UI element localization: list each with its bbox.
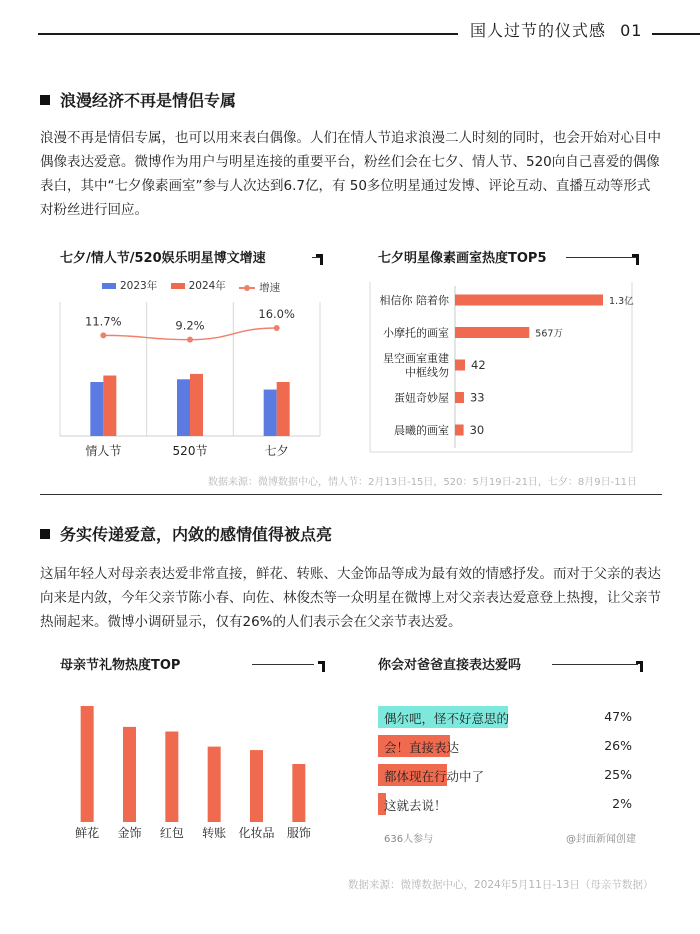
section-1-title-text: 浪漫经济不再是情侣专属 [60,91,237,110]
value-label: 1.3亿 [609,296,634,307]
bar-2024 [190,374,203,436]
page-number: 01 [620,21,643,40]
bar [455,425,464,436]
poll-participants: 636人参与 [384,834,434,845]
square-bullet-icon [40,529,50,539]
chart-blog-growth [40,240,340,470]
value-label: 567万 [535,328,563,340]
bar-2023 [90,382,103,436]
title-rule [552,664,638,665]
header-title [470,18,642,41]
chart-canvas [40,240,340,470]
x-tick-label: 520节 [172,444,208,458]
header-rule-right [652,33,700,35]
poll-watermark: @封面新闻创建 [566,834,636,845]
poll-option-label: 这就去说！ [384,798,447,813]
x-tick-label: 红包 [159,826,184,840]
source-note-2: 数据来源：微博数据中心，2024年5月11日-13日（母亲节数据） [348,879,654,891]
category-label: 小摩托的画室 [383,326,449,340]
bar [123,727,136,822]
x-tick-label: 七夕 [264,444,289,458]
bar-2024 [277,382,290,436]
section-2-paragraph: 这届年轻人对母亲表达爱非常直接，鲜花、转账、大金饰品等成为最有效的情感抒发。而对于父亲的表达向来是内敛，今年父亲节陈小春、向佐、林俊杰等一众明星在微博上对父亲表达爱意登上热搜，让父亲节热闹起来。微博小调研显示，仅有26%的人们表示会在父亲节表达爱。 [40,566,661,630]
bar [455,327,529,338]
section-2-title-text: 务实传递爱意，内敛的感情值得被点亮 [60,525,333,544]
chart-canvas [40,650,340,850]
growth-label: 11.7% [85,314,122,329]
value-label: 33 [469,390,485,405]
x-tick-label: 转账 [202,826,227,840]
chart-title: 母亲节礼物热度TOP [60,658,181,673]
poll-option-label: 都体现在行动中了 [384,769,485,784]
x-tick-label: 鲜花 [75,826,100,840]
legend-label: 2023年 [120,280,158,292]
x-tick-label: 情人节 [85,444,122,458]
category-label: 蛋妞奇妙屋 [394,391,449,405]
growth-point [187,337,193,343]
value-label: 30 [469,423,485,437]
bar-2023 [177,379,190,436]
corner-mark-icon [636,661,643,672]
value-label: 42 [471,358,486,372]
growth-label: 9.2% [175,318,205,333]
bar [165,732,178,822]
poll-option [378,735,642,757]
poll-option [378,764,642,786]
bar-2024 [103,376,116,436]
poll-option [378,793,642,815]
poll-option-label: 偶尔吧，怪不好意思的 [384,711,510,726]
chart-title: 七夕明星像素画室热度TOP5 [378,251,547,266]
section-1-title [40,88,236,111]
bar-2023 [264,390,277,436]
chart-mothers-day-gifts [40,650,340,850]
section-2-title [40,522,332,545]
category-label: 星空画室重建 [383,352,449,365]
bar [250,750,263,822]
category-label: 晨曦的画室 [394,424,449,437]
poll-option-label: 会！直接表达 [384,740,460,755]
poll-option-percent: 2% [612,796,632,811]
bar [208,747,221,822]
section-1-paragraph: 浪漫不再是情侣专属，也可以用来表白偶像。人们在情人节追求浪漫二人时刻的同时，也会开始对心目中偶像表达爱意。微博作为用户与明星连接的重要平台，粉丝们会在七夕、情人节、520向自己喜爱的偶像表白，其中“七夕像素画室”参与人次达到6.7亿，有 50多位明星通过发博、评论互动、直播互动等形式对粉丝进行回应。 [40,130,661,218]
growth-label: 16.0% [258,307,295,321]
bar [455,392,464,403]
x-tick-label: 金饰 [117,826,142,840]
poll-title: 你会对爸爸直接表达爱吗 [378,658,522,673]
legend-label: 2024年 [188,280,226,292]
chart-pixel-studio-top5 [370,240,662,470]
bar [455,295,603,306]
growth-point [274,325,280,331]
source-note-1: 数据来源：微博数据中心，情人节：2月13日-15日，520：5月19日-21日，七夕：8月9日-11日 [208,477,637,488]
poll-option-percent: 26% [604,738,632,753]
poll-option [378,706,642,728]
header-title-text: 国人过节的仪式感 [470,21,607,40]
category-label: 中框线勿 [405,366,449,379]
header-rule-left [38,33,458,35]
poll-option-percent: 47% [604,709,632,724]
x-tick-label: 化妆品 [238,826,275,840]
bar [455,360,465,371]
bar [292,764,305,822]
growth-point [100,332,106,338]
bar [81,706,94,822]
category-label: 相信你 陪着你 [379,294,449,307]
legend-label: 增速 [259,282,281,294]
chart-canvas [370,240,662,470]
poll-option-percent: 25% [604,767,632,782]
square-bullet-icon [40,95,50,105]
section-divider [40,494,662,495]
x-tick-label: 服饰 [286,826,311,840]
chart-title: 七夕/情人节/520娱乐明星博文增速 [60,251,266,266]
